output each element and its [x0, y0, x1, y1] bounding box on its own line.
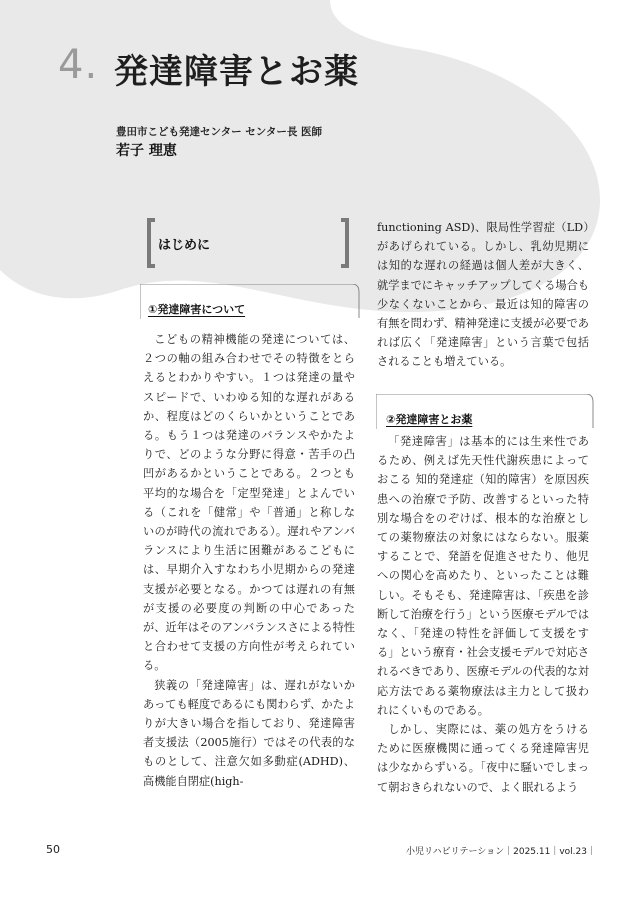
subsection-heading-1: ①発達障害について: [148, 303, 246, 316]
chapter-title: 発達障害とお薬: [114, 52, 359, 92]
left-column-text: [143, 330, 355, 791]
right-column-top-text: [377, 218, 589, 372]
right-column-text: [377, 432, 589, 797]
subsection-heading-2: ②発達障害とお薬: [386, 413, 473, 426]
paragraph: 「発達障害」は基本的には生来性であるため、例えば先天性代謝疾患によっておこる 知的発達症（知的障害）を原因疾患への治療で予防、改善するといった特別な場合をのぞけば、根本的な治療としての薬物療法の対象にはならない。服薬することで、発語を促進させたり、他児への関心を高めたり、といったことは難しい。そもそも、発達障害は、「疾患を診断して治療を行う」という医療モデルではなく、「発達の特性を評価して支援をする」という療育・社会支援モデルで対応されるべきであり、医療モデルの代表的な対応方法である薬物療法は主力として扱われにくいものである。: [377, 435, 590, 717]
paragraph: しかし、実際には、薬の処方をうけるために医療機関に通ってくる発達障害児は少なからずいる。「夜中に騒いでしまって朝おきられないので、よく眠れるよう: [377, 723, 589, 794]
paragraph: こどもの精神機能の発達については、２つの軸の組み合わせでその特徴をとらえるとわかりやすい。１つは発達の量やスピードで、いわゆる知的な遅れがあるか、程度はどのくらいかということである。もう１つは発達のバランスやかたよりで、どのような分野に得意・苦手の凸凹があるかということである。２つとも平均的な場合を「定型発達」とよんでいる（これを「健常」や「普通」と称しないのが時代の流れである）。遅れやアンバランスにより生活に困難があるこどもには、早期介入すなわち小児期からの発達支援が必要となる。かつては遅れの有無が支援の必要度の判断の中心であったが、近年はそのアンバランスさによる特性と合わせて支援の方向性が考えられている。: [143, 333, 355, 673]
paragraph: 狭義の「発達障害」は、遅れがないかあっても軽度であるにも関わらず、かたよりが大きい場合を指しており、発達障害者支援法（2005施行）ではその代表的なものとして、注意欠如多動症(ADHD)、高機能自閉症(high-: [143, 678, 355, 788]
section-heading-box: [146, 218, 350, 268]
journal-footer: 小児リハビリテーション｜2025.11｜vol.23｜: [405, 847, 596, 857]
author-affiliation: 豊田市こども発達センター センター長 医師: [116, 126, 322, 138]
chapter-number: 4.: [58, 42, 99, 88]
paragraph: functioning ASD)、限局性学習症（LD）があげられている。しかし、乳幼児期には知的な遅れの経過は個人差が大きく、就学までにキャッチアップしてくる場合も少なくないことから、最近は知的障害の有無を問わず、精神発達に支援が必要であれば広く「発達障害」という言葉で包括されることも増えている。: [377, 221, 589, 369]
author-name: 若子 理恵: [116, 143, 177, 159]
page-number: 50: [46, 843, 60, 856]
section-title: はじめに: [158, 237, 211, 253]
